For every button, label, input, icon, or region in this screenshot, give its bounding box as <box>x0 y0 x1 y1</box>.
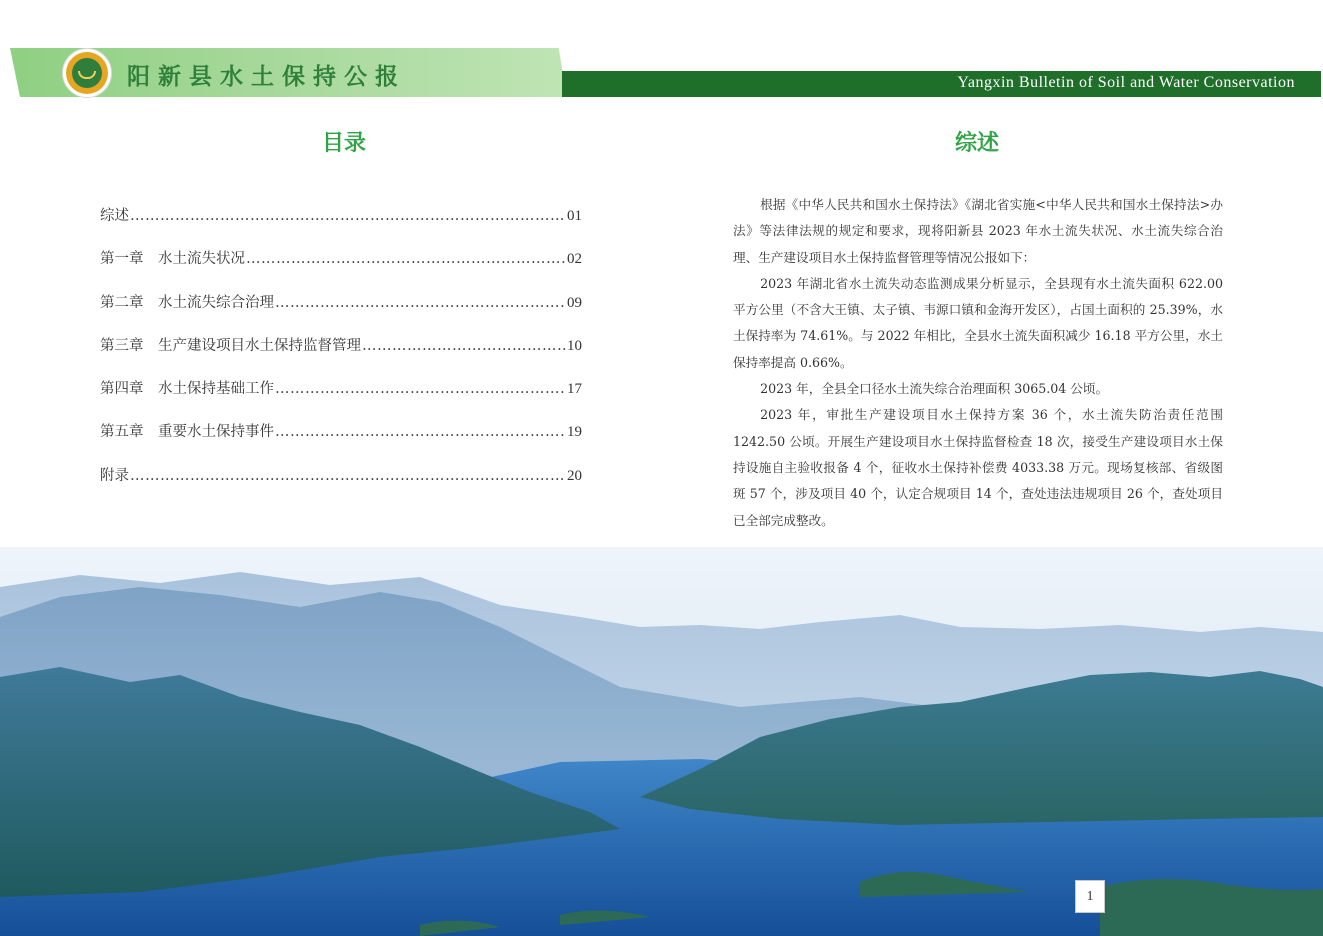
table-of-contents <box>100 204 582 507</box>
toc-item[interactable] <box>100 291 582 334</box>
toc-item[interactable] <box>100 464 582 507</box>
toc-item-page: 02 <box>567 251 582 268</box>
toc-item-label: 第三章 生产建设项目水土保持监督管理 <box>100 337 361 354</box>
summary-paragraph: 2023 年湖北省水土流失动态监测成果分析显示，全县现有水土流失面积 622.00 平方公里（不含大王镇、太子镇、韦源口镇和金海开发区），占国土面积的 25.39%，水土保持率为 74.61%。与 2022 年相比，全县水土流失面积减少 16.18 平方公里，水土保持率提高 0.66%。 <box>733 275 1223 370</box>
summary-paragraph: 根据《中华人民共和国水土保持法》《湖北省实施<中华人民共和国水土保持法>办法》等法律法规的规定和要求，现将阳新县 2023 年水土流失状况、水土流失综合治理、生产建设项目水土保持监督管理等情况公报如下： <box>733 197 1223 265</box>
toc-item-label: 第一章 水土流失状况 <box>100 251 245 268</box>
toc-leader-dots <box>246 251 566 267</box>
toc-item-label: 附录 <box>100 467 129 484</box>
page-number-box <box>1075 880 1105 913</box>
toc-item-page: 20 <box>567 467 582 484</box>
toc-item-page: 17 <box>567 381 582 398</box>
toc-title: 目录 <box>322 131 367 156</box>
page-number: 1 <box>1086 889 1094 904</box>
toc-leader-dots <box>130 468 566 484</box>
toc-leader-dots <box>275 424 566 440</box>
header-title-en: Yangxin Bulletin of Soil and Water Conservation <box>957 74 1295 91</box>
toc-item-label: 第二章 水土流失综合治理 <box>100 294 274 311</box>
toc-item[interactable] <box>100 377 582 420</box>
toc-item-page: 19 <box>567 424 582 441</box>
toc-item[interactable] <box>100 420 582 463</box>
toc-item-label: 第四章 水土保持基础工作 <box>100 381 274 398</box>
summary-paragraph: 2023 年，审批生产建设项目水土保持方案 36 个，水土流失防治责任范围 1242.50 公顷。开展生产建设项目水土保持监督检查 18 次，接受生产建设项目水土保持设施自主验收报备 4 个，征收水土保持补偿费 4033.38 万元。现场复核部、省级图斑 57 个，涉及项目 40 个，认定合规项目 14 个，查处违法违规项目 26 个，查处项目已全部完成整改。 <box>733 407 1223 528</box>
summary-title: 综述 <box>955 131 1000 156</box>
toc-leader-dots <box>130 208 566 224</box>
toc-item-page: 10 <box>567 337 582 354</box>
toc-item-label: 综述 <box>100 208 129 224</box>
toc-item-page: 01 <box>567 208 582 224</box>
toc-item-label: 第五章 重要水土保持事件 <box>100 424 274 441</box>
summary-body <box>733 192 1223 534</box>
header-title-cn: 阳新县水土保持公报 <box>127 64 406 90</box>
toc-leader-dots <box>362 338 566 354</box>
header-banner-right <box>562 71 1321 97</box>
toc-leader-dots <box>275 295 566 311</box>
toc-item[interactable] <box>100 247 582 290</box>
bulletin-logo-icon <box>62 48 112 98</box>
toc-item[interactable] <box>100 204 582 247</box>
summary-paragraph: 2023 年，全县全口径水土流失综合治理面积 3065.04 公顷。 <box>760 381 1109 397</box>
toc-item-page: 09 <box>567 294 582 311</box>
toc-leader-dots <box>275 381 566 397</box>
toc-item[interactable] <box>100 334 582 377</box>
lake-landscape-image <box>0 547 1323 936</box>
